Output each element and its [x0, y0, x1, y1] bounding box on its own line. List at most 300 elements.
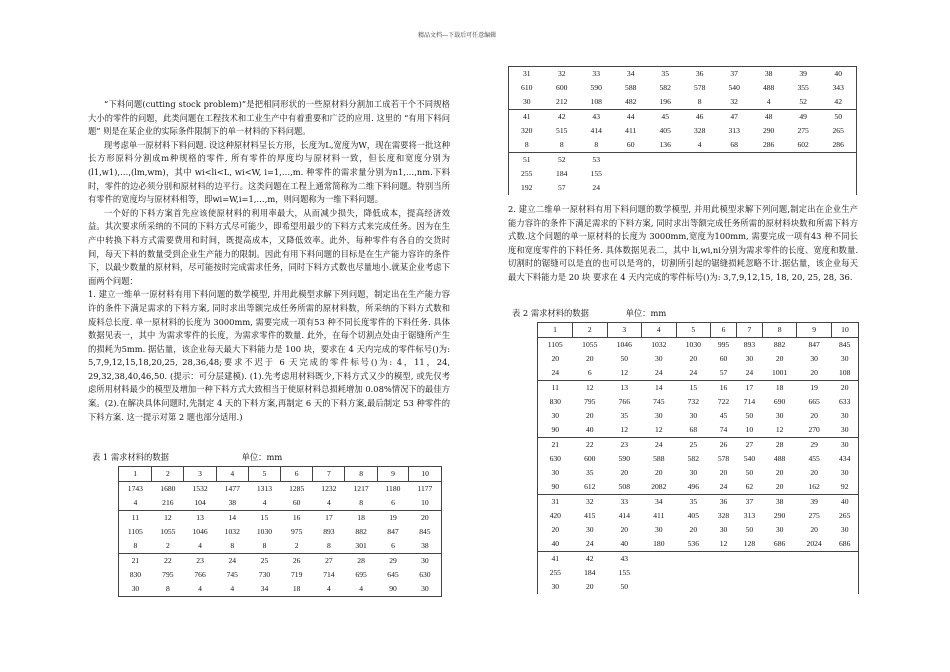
table-cell: 40	[538, 537, 573, 552]
table-cell: 51	[509, 153, 545, 168]
table-cell: 24	[719, 482, 728, 491]
table-cell: 90	[377, 582, 409, 597]
table-cell: 10	[409, 496, 442, 511]
table-cell: 52	[545, 153, 579, 168]
table-cell: 12	[573, 381, 608, 396]
table-cell: 4	[345, 582, 377, 597]
table-cell	[613, 153, 647, 168]
table-cell: 612	[584, 482, 596, 491]
table-row	[509, 95, 857, 110]
table-cell	[751, 181, 785, 195]
table-cell: 893	[323, 527, 335, 536]
table-row	[538, 523, 859, 537]
table-cell: 50	[820, 110, 856, 125]
table-cell: 27	[313, 554, 345, 569]
table-cell: 162	[808, 482, 820, 491]
table-cell: 50	[620, 354, 629, 363]
question-2-paragraph: 2. 建立二维单一原材料有用下料问题的数学模型, 并用此模型求解下列问题,制定出在企业生产能力容许的条件下满足需求的下料方案, 同时求出等额完成任务所需的原材料块数和所需下料方式数.这个问题的单一原材料的长度为 3000mm,宽度为100mm, 需要完成一项有43 种不同长度和宽度零件的下料任务. 具体数据见表二，其中 li,wi,ni分别为需求零件的长度、宽度和数量. 切割时的锯缝可以是直的也可以是弯的，切割所引起的锯缝损耗忽略不计.据估量，该企业每天最大下料能力是 20 块 要求在 4 天内完成的零件标号()为: 3,7,9,12,15, 18, 20, 25, 28, 36.	[508, 204, 858, 282]
table-row	[509, 110, 857, 125]
table-cell: 1532	[192, 484, 208, 493]
table-cell: 415	[584, 511, 596, 520]
table-cell: 540	[728, 83, 740, 92]
table-cell: 610	[509, 81, 545, 95]
table-cell: 20	[810, 368, 818, 377]
table-row	[538, 452, 859, 466]
table-row	[538, 495, 859, 510]
table-cell: 11	[119, 511, 152, 526]
table-cell: 68	[689, 425, 698, 434]
table-cell: 24	[538, 366, 573, 381]
table-cell	[751, 153, 785, 168]
table-cell: 8	[509, 138, 545, 153]
table-cell: 42	[573, 552, 608, 567]
table-cell: 50	[620, 582, 629, 591]
table-cell: 24	[745, 368, 754, 377]
table-cell: 184	[584, 568, 596, 577]
table-header-cell: 3	[607, 323, 642, 338]
table-cell: 14	[216, 511, 248, 526]
table-cell: 714	[743, 397, 756, 406]
table-cell: 1032	[224, 527, 240, 536]
table-cell	[682, 181, 716, 195]
table-cell	[797, 566, 832, 580]
table-cell: 35	[676, 495, 711, 510]
table-cell: 1030	[685, 340, 701, 349]
table-cell	[751, 167, 785, 181]
table-cell: 8	[559, 140, 564, 149]
table2-caption: 表 2 需求材料的数据	[512, 308, 589, 318]
table-cell: 30	[509, 95, 545, 110]
table-cell: 20	[775, 468, 784, 477]
table-row	[538, 409, 859, 423]
left-column	[88, 98, 450, 424]
table-cell: 17	[313, 511, 345, 526]
table-row	[509, 167, 857, 181]
table-cell: 62	[745, 482, 754, 491]
table-cell	[682, 153, 716, 168]
table-cell: 8	[119, 539, 152, 554]
table-cell: 578	[693, 83, 706, 92]
table2	[537, 322, 859, 594]
table-cell: 847	[387, 527, 399, 536]
table-cell: 19	[797, 381, 832, 396]
table-header-row	[538, 323, 859, 338]
table-cell: 41	[538, 552, 573, 567]
table-cell: 192	[509, 181, 545, 195]
table-cell: 24	[216, 554, 248, 569]
table-cell: 1001	[772, 368, 788, 377]
table-cell	[797, 552, 832, 567]
table-cell: 12	[719, 539, 728, 548]
table-cell: 540	[743, 454, 756, 463]
table-row	[538, 352, 859, 366]
table-cell: 39	[786, 67, 820, 82]
table-cell: 2024	[806, 539, 822, 548]
table-cell: 30	[810, 354, 818, 363]
table-cell: 582	[659, 83, 671, 92]
table-cell: 40	[820, 67, 856, 82]
table-row	[538, 509, 859, 523]
table-cell: 18	[762, 381, 797, 396]
table-cell: 719	[290, 570, 303, 579]
table-cell: 2082	[651, 482, 667, 491]
table-cell: 665	[808, 397, 820, 406]
table-cell: 4	[313, 582, 345, 597]
table-header-row	[119, 467, 442, 482]
table1-unit: 单位：mm	[241, 452, 283, 462]
table-row	[538, 381, 859, 396]
table-cell: 695	[355, 570, 367, 579]
table-cell: 630	[538, 452, 573, 466]
table-cell: 8	[697, 97, 702, 106]
table-header-cell: 2	[573, 323, 608, 338]
table-cell: 21	[119, 554, 152, 569]
table-row	[538, 438, 859, 453]
right-column	[508, 203, 858, 285]
table-cell: 20	[689, 354, 698, 363]
table-cell: 40	[831, 495, 858, 510]
table-header-cell: 5	[676, 323, 711, 338]
table-header-cell: 1	[119, 467, 152, 482]
table-cell: 26	[281, 554, 313, 569]
table-cell: 1046	[192, 527, 208, 536]
table-row	[119, 582, 442, 597]
table-cell: 24	[585, 539, 594, 548]
table-cell: 600	[556, 83, 568, 92]
table-cell: 196	[659, 97, 671, 106]
table-cell: 745	[653, 397, 665, 406]
table-cell: 28	[762, 438, 797, 453]
page-header: 精品文档---下载后可任意编辑	[418, 32, 497, 39]
table-cell: 975	[290, 527, 303, 536]
table-cell: 15	[248, 511, 280, 526]
table-cell: 155	[618, 568, 630, 577]
table-cell: 44	[613, 110, 647, 125]
table2-caption-row	[512, 307, 666, 320]
table-cell: 2	[294, 541, 299, 550]
table-cell: 38	[228, 498, 237, 507]
table-cell: 590	[618, 454, 630, 463]
table-cell: 20	[775, 354, 784, 363]
table-cell: 12	[655, 425, 663, 434]
table-cell	[613, 181, 647, 195]
table-cell: 43	[607, 552, 642, 567]
table-row	[119, 568, 442, 582]
table-cell: 714	[323, 570, 335, 579]
table-cell	[831, 580, 858, 594]
table1-continued	[508, 66, 857, 195]
table-cell: 20	[409, 511, 442, 526]
table-cell: 32	[730, 97, 738, 106]
table-cell	[762, 552, 797, 567]
table-cell: 1055	[160, 527, 176, 536]
table-cell: 434	[831, 452, 858, 466]
table-cell: 108	[831, 366, 858, 381]
table2-unit: 单位：mm	[625, 308, 667, 318]
table-cell	[736, 552, 762, 567]
table-cell: 645	[387, 570, 399, 579]
table-cell: 882	[355, 527, 367, 536]
table-cell: 18	[345, 511, 377, 526]
table-cell: 582	[687, 454, 700, 463]
table-cell: 830	[538, 395, 573, 409]
table-cell: 414	[618, 511, 630, 520]
table-cell: 20	[585, 411, 594, 420]
table-header-cell: 6	[711, 323, 737, 338]
table-cell: 8	[230, 541, 235, 550]
table-cell: 275	[797, 126, 809, 135]
table-cell: 60	[292, 498, 301, 507]
table-cell: 8	[262, 541, 267, 550]
table-cell: 29	[377, 554, 409, 569]
table-cell	[820, 181, 856, 195]
table-cell: 24	[592, 183, 601, 192]
table-cell: 40	[620, 539, 629, 548]
table-cell: 766	[618, 397, 630, 406]
table-cell	[642, 580, 677, 594]
table-cell: 4	[326, 498, 331, 507]
table-cell	[613, 167, 647, 181]
table1-caption: 表 1 需求材料的数据	[92, 452, 169, 462]
table-cell: 290	[762, 126, 775, 135]
table-cell	[676, 566, 711, 580]
table-header-cell: 10	[409, 467, 442, 482]
table-cell: 74	[719, 425, 728, 434]
table-cell: 19	[377, 511, 409, 526]
table-cell	[736, 566, 762, 580]
table-header-cell: 7	[736, 323, 762, 338]
table-cell: 600	[584, 454, 596, 463]
table-cell: 20	[831, 381, 858, 396]
table-cell	[648, 167, 682, 181]
table-cell: 830	[119, 568, 152, 582]
table-cell: 212	[556, 97, 568, 106]
table-cell	[676, 552, 711, 567]
table-cell: 46	[682, 110, 716, 125]
table-cell: 50	[745, 525, 754, 534]
table-cell: 20	[810, 525, 818, 534]
table-cell: 686	[773, 539, 786, 548]
table-header-cell: 3	[184, 467, 216, 482]
table-cell: 732	[687, 397, 700, 406]
table-cell: 722	[717, 397, 730, 406]
table-cell: 301	[355, 541, 367, 550]
table-cell: 30	[831, 352, 858, 366]
table-cell: 405	[659, 126, 671, 135]
table-cell: 536	[687, 539, 700, 548]
table-row	[509, 81, 857, 95]
table-cell: 20	[620, 525, 629, 534]
table-cell	[786, 181, 820, 195]
table-cell: 60	[719, 354, 728, 363]
table-cell: 995	[717, 340, 730, 349]
table-cell: 90	[538, 423, 573, 438]
table-cell	[711, 580, 737, 594]
table-cell: 36	[682, 67, 716, 82]
table-cell: 34	[613, 67, 647, 82]
table-cell: 633	[831, 395, 858, 409]
objective-paragraph: 一个好的下料方案首先应该使原材料的利用率最大，从而减少损失，降低成本，提高经济效益。其次要求所采纳的不同的下料方式尽可能少，即希望用最少的下料方式来完成任务。因为在生产中转换下料方式需要费用和时间，既提高成本，又降低效率。此外，每种零件有各自的交货时间，每天下料的数量受到企业生产能力的限制。因此有用下料问题的目标是在生产能力容许的条件下，以最少数量的原材料，尽可能按时完成需求任务，同时下料方式数也尽量地小.就某企业考虑下面两个问题：	[88, 207, 450, 286]
table-cell: 1105	[538, 338, 573, 353]
table-cell	[682, 167, 716, 181]
table-cell: 20	[655, 468, 663, 477]
table-cell: 30	[655, 411, 663, 420]
table-cell: 104	[194, 498, 206, 507]
table-cell: 21	[538, 438, 573, 453]
table-cell: 4	[262, 498, 267, 507]
table-cell: 40	[585, 425, 594, 434]
table-cell: 12	[620, 368, 629, 377]
table-cell: 686	[831, 537, 858, 552]
table-cell: 20	[775, 482, 784, 491]
table-cell	[676, 580, 711, 594]
table-cell: 313	[728, 126, 740, 135]
table-cell: 184	[556, 169, 568, 178]
table-cell: 16	[711, 381, 737, 396]
table-cell: 35	[585, 468, 594, 477]
table-cell: 22	[573, 438, 608, 453]
table-row	[509, 124, 857, 138]
table-cell: 50	[745, 468, 754, 477]
table-cell	[717, 153, 751, 168]
table-header-cell: 8	[762, 323, 797, 338]
table-cell: 482	[625, 97, 637, 106]
table-cell: 1180	[385, 484, 401, 493]
table-cell: 47	[717, 110, 751, 125]
table-cell: 30	[831, 438, 858, 453]
table-cell	[736, 580, 762, 594]
table-row	[538, 537, 859, 552]
table-cell: 1217	[353, 484, 369, 493]
table-cell: 20	[689, 525, 698, 534]
table-cell: 30	[119, 582, 152, 597]
table-cell: 30	[538, 580, 573, 594]
table-cell: 20	[810, 411, 818, 420]
table-cell: 49	[786, 110, 820, 125]
table-cell: 313	[743, 511, 756, 520]
table-cell	[762, 580, 797, 594]
table-cell: 30	[775, 525, 784, 534]
table-cell	[711, 552, 737, 567]
table-cell: 37	[717, 67, 751, 82]
table-cell: 4	[766, 97, 771, 106]
table-cell: 57	[719, 368, 728, 377]
table-cell: 265	[820, 124, 856, 138]
table-row	[119, 539, 442, 554]
table-cell: 488	[762, 83, 775, 92]
table-cell: 68	[730, 140, 738, 149]
table-cell: 690	[773, 397, 786, 406]
table-cell: 411	[653, 511, 665, 520]
table-cell: 10	[745, 425, 754, 434]
table-row	[119, 496, 442, 511]
table1	[118, 466, 442, 597]
table-cell: 343	[820, 81, 856, 95]
table-cell: 20	[810, 468, 818, 477]
table-cell: 320	[509, 124, 545, 138]
table-cell: 730	[258, 570, 271, 579]
table-header-cell: 7	[313, 467, 345, 482]
table-cell: 30	[719, 525, 728, 534]
table-cell: 488	[773, 454, 786, 463]
table-cell: 20	[585, 354, 594, 363]
table-cell: 35	[620, 411, 629, 420]
table-cell	[648, 153, 682, 168]
table-cell: 1680	[160, 484, 176, 493]
table-cell: 20	[538, 523, 573, 537]
table-cell: 6	[391, 541, 395, 550]
table-cell: 34	[642, 495, 677, 510]
table-cell: 57	[557, 183, 566, 192]
table-cell: 30	[538, 409, 573, 423]
table-cell: 37	[736, 495, 762, 510]
table-cell: 275	[808, 511, 820, 520]
table-cell: 20	[585, 582, 594, 591]
table-row	[509, 181, 857, 195]
table-cell: 882	[773, 340, 786, 349]
table-cell: 4	[198, 541, 202, 550]
table-cell	[831, 566, 858, 580]
table-cell: 15	[676, 381, 711, 396]
table-cell: 4	[184, 582, 216, 597]
table-cell: 26	[711, 438, 737, 453]
table-cell: 12	[620, 425, 629, 434]
table-cell: 216	[162, 498, 174, 507]
table-cell	[642, 552, 677, 567]
table-cell: 588	[653, 454, 665, 463]
table-header-cell: 4	[216, 467, 248, 482]
table-cell: 27	[736, 438, 762, 453]
table-cell: 108	[590, 97, 602, 106]
table-cell: 48	[751, 110, 785, 125]
table-cell: 11	[538, 381, 573, 396]
table-row	[538, 466, 859, 480]
table-cell: 25	[676, 438, 711, 453]
table-row	[538, 552, 859, 567]
table-cell: 45	[719, 411, 728, 420]
table-cell: 30	[745, 354, 754, 363]
table-cell: 255	[538, 566, 573, 580]
table-cell: 20	[538, 352, 573, 366]
table-cell: 4	[216, 582, 248, 597]
table-cell: 455	[808, 454, 820, 463]
table-cell: 578	[717, 454, 730, 463]
table-cell	[717, 181, 751, 195]
table-cell: 30	[831, 409, 858, 423]
table-header-cell: 6	[281, 467, 313, 482]
table-cell: 180	[653, 539, 665, 548]
table-cell: 31	[509, 67, 545, 82]
table-cell: 30	[538, 466, 573, 480]
table-cell: 1032	[651, 340, 667, 349]
table-cell: 766	[194, 570, 206, 579]
table-cell: 34	[248, 582, 280, 597]
table-cell: 515	[556, 126, 568, 135]
table-cell: 25	[248, 554, 280, 569]
table-cell: 20	[620, 468, 629, 477]
table-cell: 1313	[256, 484, 273, 493]
table-cell: 92	[831, 480, 858, 495]
table-cell: 590	[590, 83, 602, 92]
table-row	[538, 480, 859, 495]
table-cell: 52	[799, 97, 807, 106]
table-cell: 893	[743, 340, 756, 349]
table-row	[509, 138, 857, 153]
table-row	[509, 67, 857, 82]
table-cell: 411	[625, 126, 637, 135]
table-cell: 30	[775, 411, 784, 420]
table-cell: 38	[762, 495, 797, 510]
